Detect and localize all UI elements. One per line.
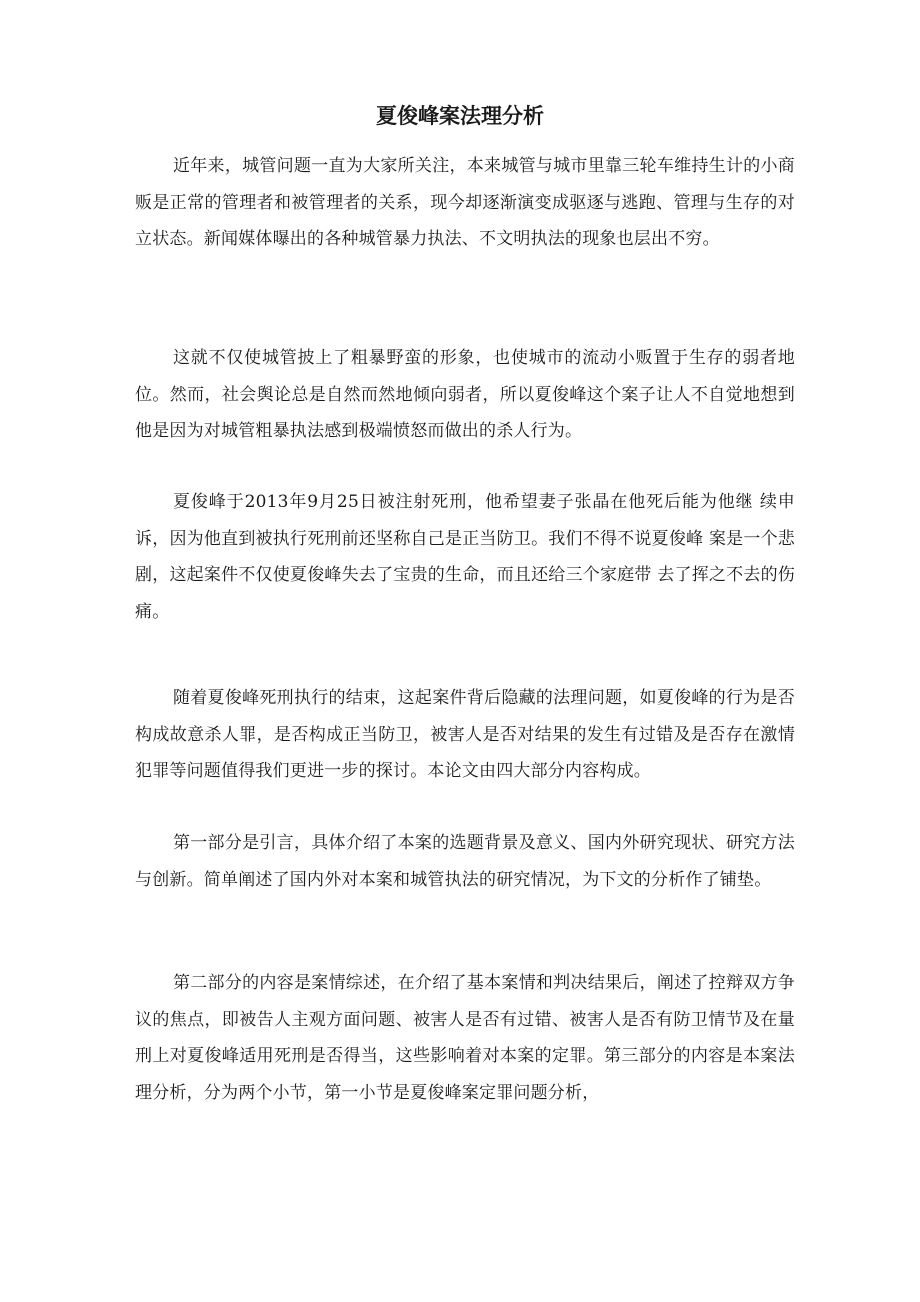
paragraph-5: 第一部分是引言，具体介绍了本案的选题背景及意义、国内外研究现状、研究方法与创新。简单阐述了国内外对本案和城管执法的研究情况，为下文的分析作了铺垫。 xyxy=(135,833,795,890)
paragraph-6: 第二部分的内容是案情综述，在介绍了基本案情和判决结果后，阐述了控辩双方争议的焦点，即被告人主观方面问题、被害人是否有过错、被害人是否有防卫情节及在量刑上对夏俊峰适用死刑是否得当，这些影响着对本案的定罪。第三部分的内容是本案法理分析，分为两个小节，第一小节是夏俊峰案定罪问题分析， xyxy=(135,973,795,1103)
paragraph-4: 随着夏俊峰死刑执行的结束，这起案件背后隐藏的法理问题，如夏俊峰的行为是否构成故意杀人罪，是否构成正当防卫，被害人是否对结果的发生有过错及是否存在激情犯罪等问题值得我们更进一步的探讨。本论文由四大部分内容构成。 xyxy=(135,688,795,781)
paragraph-3: 夏俊峰于2013年9月25日被注射死刑，他希望妻子张晶在他死后能为他继 续申诉，因为他直到被执行死刑前还坚称自己是正当防卫。我们不得不说夏俊峰 案是一个悲剧，这起案件不仅使夏俊峰失去了宝贵的生命，而且还给三个家庭带 去了挥之不去的伤痛。 xyxy=(135,492,795,622)
paragraph-2: 这就不仅使城管披上了粗暴野蛮的形象，也使城市的流动小贩置于生存的弱者地位。然而，社会舆论总是自然而然地倾向弱者，所以夏俊峰这个案子让人不自觉地想到他是因为对城管粗暴执法感到极端愤怒而做出的杀人行为。 xyxy=(135,348,795,441)
document-title: 夏俊峰案法理分析 xyxy=(376,103,544,128)
paragraph-1: 近年来，城管问题一直为大家所关注，本来城管与城市里靠三轮车维持生计的小商贩是正常的管理者和被管理者的关系，现今却逐渐演变成驱逐与逃跑、管理与生存的对立状态。新闻媒体曝出的各种城管暴力执法、不文明执法的现象也层出不穷。 xyxy=(135,156,795,249)
